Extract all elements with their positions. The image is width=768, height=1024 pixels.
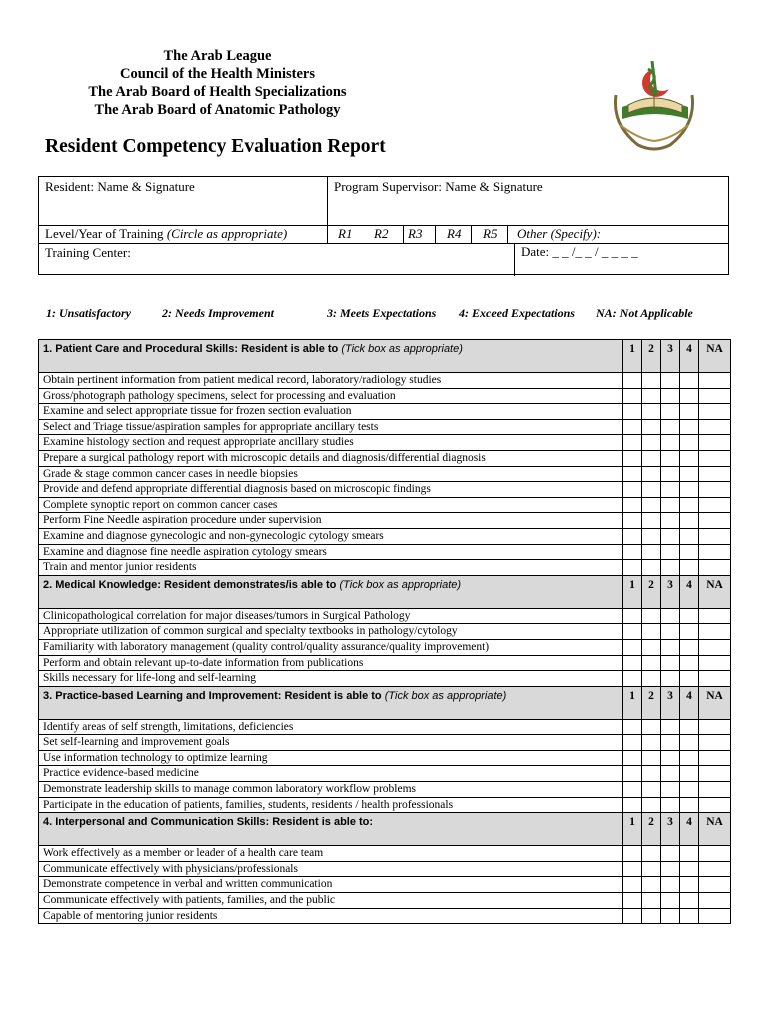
score-header-2: 2 (642, 575, 661, 608)
tick-box-2[interactable] (642, 450, 661, 466)
tick-box-1[interactable] (623, 861, 642, 877)
tick-box-1[interactable] (623, 373, 642, 389)
resident-info-box (38, 176, 729, 275)
tick-box-na[interactable] (699, 388, 731, 404)
level-year-label: Level/Year of Training (Circle as appropriate) (45, 226, 288, 241)
level-option-r5[interactable]: R5 (483, 226, 498, 241)
tick-box-na[interactable] (699, 639, 731, 655)
tick-box-2[interactable] (642, 482, 661, 498)
tick-box-1[interactable] (623, 766, 642, 782)
tick-box-4[interactable] (680, 861, 699, 877)
tick-box-na[interactable] (699, 560, 731, 576)
tick-box-na[interactable] (699, 735, 731, 751)
level-option-r3[interactable]: R3 (408, 226, 423, 241)
table-row (39, 466, 731, 482)
table-row (39, 388, 731, 404)
competency-item: Examine and diagnose fine needle aspiration cytology smears (39, 544, 623, 560)
score-header-1: 1 (623, 686, 642, 719)
tick-box-3[interactable] (661, 466, 680, 482)
section-header (39, 340, 731, 373)
score-header-3: 3 (661, 813, 680, 846)
tick-box-2[interactable] (642, 560, 661, 576)
tick-box-na[interactable] (699, 497, 731, 513)
tick-box-2[interactable] (642, 497, 661, 513)
tick-box-2[interactable] (642, 766, 661, 782)
header-line-4: The Arab Board of Anatomic Pathology (94, 102, 341, 118)
tick-box-3[interactable] (661, 435, 680, 451)
tick-box-1[interactable] (623, 497, 642, 513)
tick-box-3[interactable] (661, 893, 680, 909)
competency-item: Participate in the education of patients, families, students, residents / health professionals (39, 797, 623, 813)
competency-item: Complete synoptic report on common cancer cases (39, 497, 623, 513)
table-row (39, 482, 731, 498)
score-header-4: 4 (680, 575, 699, 608)
table-row (39, 846, 731, 862)
tick-box-na[interactable] (699, 544, 731, 560)
score-header-1: 1 (623, 340, 642, 373)
tick-box-3[interactable] (661, 750, 680, 766)
score-header-3: 3 (661, 686, 680, 719)
tick-box-1[interactable] (623, 450, 642, 466)
section-title-text: 1. Patient Care and Procedural Skills: Resident is able to (43, 343, 339, 355)
competency-item: Work effectively as a member or leader of a health care team (39, 846, 623, 862)
tick-box-3[interactable] (661, 388, 680, 404)
competency-table (38, 339, 731, 924)
tick-box-3[interactable] (661, 719, 680, 735)
tick-box-3[interactable] (661, 419, 680, 435)
tick-box-4[interactable] (680, 908, 699, 924)
section-header (39, 575, 731, 608)
table-row (39, 544, 731, 560)
tick-box-2[interactable] (642, 893, 661, 909)
table-row (39, 766, 731, 782)
tick-box-na[interactable] (699, 846, 731, 862)
tick-box-3[interactable] (661, 846, 680, 862)
tick-box-3[interactable] (661, 404, 680, 420)
tick-box-2[interactable] (642, 797, 661, 813)
tick-box-4[interactable] (680, 846, 699, 862)
tick-box-1[interactable] (623, 719, 642, 735)
competency-item: Demonstrate leadership skills to manage common laboratory workflow problems (39, 782, 623, 798)
tick-box-na[interactable] (699, 466, 731, 482)
tick-box-na[interactable] (699, 750, 731, 766)
tick-box-na[interactable] (699, 782, 731, 798)
tick-box-4[interactable] (680, 513, 699, 529)
tick-box-na[interactable] (699, 908, 731, 924)
tick-box-2[interactable] (642, 404, 661, 420)
tick-box-2[interactable] (642, 466, 661, 482)
competency-item: Gross/photograph pathology specimens, select for processing and evaluation (39, 388, 623, 404)
tick-box-4[interactable] (680, 719, 699, 735)
tick-box-1[interactable] (623, 735, 642, 751)
competency-item: Grade & stage common cancer cases in needle biopsies (39, 466, 623, 482)
table-row (39, 608, 731, 624)
tick-box-1[interactable] (623, 419, 642, 435)
tick-box-1[interactable] (623, 435, 642, 451)
tick-box-3[interactable] (661, 624, 680, 640)
tick-box-4[interactable] (680, 528, 699, 544)
tick-box-3[interactable] (661, 373, 680, 389)
tick-box-1[interactable] (623, 528, 642, 544)
tick-box-na[interactable] (699, 450, 731, 466)
tick-box-1[interactable] (623, 877, 642, 893)
tick-box-1[interactable] (623, 655, 642, 671)
table-row (39, 639, 731, 655)
tick-box-3[interactable] (661, 608, 680, 624)
tick-box-na[interactable] (699, 435, 731, 451)
competency-item: Capable of mentoring junior residents (39, 908, 623, 924)
tick-box-3[interactable] (661, 560, 680, 576)
training-center-field[interactable]: Training Center: (45, 245, 131, 260)
tick-box-4[interactable] (680, 639, 699, 655)
table-row (39, 560, 731, 576)
tick-box-2[interactable] (642, 528, 661, 544)
tick-box-2[interactable] (642, 373, 661, 389)
scale-na: NA: Not Applicable (596, 306, 693, 320)
tick-box-3[interactable] (661, 766, 680, 782)
tick-box-na[interactable] (699, 719, 731, 735)
table-row (39, 655, 731, 671)
tick-box-4[interactable] (680, 435, 699, 451)
score-header-na: NA (699, 813, 731, 846)
tick-box-4[interactable] (680, 624, 699, 640)
tick-box-1[interactable] (623, 388, 642, 404)
tick-box-4[interactable] (680, 419, 699, 435)
tick-box-4[interactable] (680, 560, 699, 576)
table-row (39, 908, 731, 924)
table-row (39, 528, 731, 544)
tick-box-3[interactable] (661, 528, 680, 544)
tick-box-4[interactable] (680, 782, 699, 798)
competency-item: Examine histology section and request appropriate ancillary studies (39, 435, 623, 451)
tick-box-3[interactable] (661, 639, 680, 655)
score-header-4: 4 (680, 340, 699, 373)
competency-item: Perform Fine Needle aspiration procedure under supervision (39, 513, 623, 529)
competency-item: Use information technology to optimize learning (39, 750, 623, 766)
section-header (39, 686, 731, 719)
tick-box-1[interactable] (623, 797, 642, 813)
competency-item: Identify areas of self strength, limitations, deficiencies (39, 719, 623, 735)
tick-box-3[interactable] (661, 861, 680, 877)
tick-box-3[interactable] (661, 544, 680, 560)
tick-box-na[interactable] (699, 482, 731, 498)
competency-item: Demonstrate competence in verbal and written communication (39, 877, 623, 893)
table-row (39, 719, 731, 735)
tick-box-3[interactable] (661, 513, 680, 529)
tick-box-na[interactable] (699, 373, 731, 389)
tick-box-na[interactable] (699, 655, 731, 671)
table-row (39, 419, 731, 435)
tick-box-3[interactable] (661, 482, 680, 498)
section-title (39, 575, 623, 608)
section-hint: (Tick box as appropriate) (384, 689, 507, 702)
tick-box-4[interactable] (680, 373, 699, 389)
table-row (39, 373, 731, 389)
competency-item: Communicate effectively with patients, families, and the public (39, 893, 623, 909)
tick-box-2[interactable] (642, 671, 661, 687)
tick-box-4[interactable] (680, 450, 699, 466)
scale-2: 2: Needs Improvement (162, 306, 274, 320)
tick-box-4[interactable] (680, 404, 699, 420)
tick-box-2[interactable] (642, 419, 661, 435)
scale-3: 3: Meets Expectations (327, 306, 437, 320)
tick-box-4[interactable] (680, 482, 699, 498)
competency-item: Examine and diagnose gynecologic and non-gynecologic cytology smears (39, 528, 623, 544)
tick-box-1[interactable] (623, 482, 642, 498)
tick-box-4[interactable] (680, 750, 699, 766)
tick-box-1[interactable] (623, 782, 642, 798)
tick-box-na[interactable] (699, 404, 731, 420)
tick-box-2[interactable] (642, 750, 661, 766)
competency-item: Prepare a surgical pathology report with microscopic details and diagnosis/differential diagnosis (39, 450, 623, 466)
tick-box-1[interactable] (623, 624, 642, 640)
tick-box-2[interactable] (642, 846, 661, 862)
competency-item: Obtain pertinent information from patient medical record, laboratory/radiology studies (39, 373, 623, 389)
level-option-r4[interactable]: R4 (447, 226, 462, 241)
competency-item: Communicate effectively with physicians/professionals (39, 861, 623, 877)
score-header-na: NA (699, 575, 731, 608)
tick-box-4[interactable] (680, 388, 699, 404)
organization-header (60, 47, 375, 119)
tick-box-4[interactable] (680, 671, 699, 687)
table-row (39, 624, 731, 640)
tick-box-1[interactable] (623, 544, 642, 560)
tick-box-3[interactable] (661, 877, 680, 893)
tick-box-4[interactable] (680, 544, 699, 560)
tick-box-3[interactable] (661, 797, 680, 813)
competency-item: Skills necessary for life-long and self-learning (39, 671, 623, 687)
score-header-1: 1 (623, 813, 642, 846)
tick-box-3[interactable] (661, 497, 680, 513)
table-row (39, 671, 731, 687)
table-row (39, 497, 731, 513)
score-header-2: 2 (642, 686, 661, 719)
tick-box-4[interactable] (680, 893, 699, 909)
tick-box-1[interactable] (623, 671, 642, 687)
tick-box-3[interactable] (661, 450, 680, 466)
competency-item: Examine and select appropriate tissue for frozen section evaluation (39, 404, 623, 420)
header-line-1: The Arab League (163, 48, 272, 64)
tick-box-4[interactable] (680, 608, 699, 624)
table-row (39, 450, 731, 466)
table-row (39, 861, 731, 877)
tick-box-3[interactable] (661, 782, 680, 798)
tick-box-1[interactable] (623, 466, 642, 482)
table-row (39, 877, 731, 893)
arab-board-logo (608, 55, 700, 155)
tick-box-2[interactable] (642, 655, 661, 671)
tick-box-2[interactable] (642, 544, 661, 560)
competency-item: Clinicopathological correlation for major diseases/tumors in Surgical Pathology (39, 608, 623, 624)
tick-box-1[interactable] (623, 750, 642, 766)
competency-item: Appropriate utilization of common surgical and specialty textbooks in pathology/cytology (39, 624, 623, 640)
competency-item: Familiarity with laboratory management (quality control/quality assurance/quality improvement) (39, 639, 623, 655)
tick-box-3[interactable] (661, 735, 680, 751)
table-row (39, 797, 731, 813)
resident-name-signature-field[interactable]: Resident: Name & Signature (45, 179, 195, 194)
tick-box-1[interactable] (623, 893, 642, 909)
tick-box-2[interactable] (642, 735, 661, 751)
header-line-2: Council of the Health Ministers (120, 66, 315, 82)
competency-item: Perform and obtain relevant up-to-date information from publications (39, 655, 623, 671)
score-header-na: NA (699, 340, 731, 373)
score-header-3: 3 (661, 575, 680, 608)
tick-box-1[interactable] (623, 639, 642, 655)
tick-box-2[interactable] (642, 388, 661, 404)
section-title-text: 3. Practice-based Learning and Improvement: Resident is able to (43, 689, 382, 702)
tick-box-2[interactable] (642, 639, 661, 655)
tick-box-2[interactable] (642, 877, 661, 893)
tick-box-na[interactable] (699, 419, 731, 435)
tick-box-2[interactable] (642, 513, 661, 529)
table-row (39, 435, 731, 451)
level-option-r2[interactable]: R2 (374, 226, 389, 241)
tick-box-2[interactable] (642, 624, 661, 640)
tick-box-na[interactable] (699, 528, 731, 544)
section-title (39, 813, 623, 846)
tick-box-na[interactable] (699, 513, 731, 529)
tick-box-3[interactable] (661, 655, 680, 671)
section-header (39, 813, 731, 846)
program-supervisor-field[interactable]: Program Supervisor: Name & Signature (334, 179, 543, 194)
header-line-3: The Arab Board of Health Specializations (88, 84, 347, 100)
table-row (39, 404, 731, 420)
tick-box-4[interactable] (680, 466, 699, 482)
tick-box-3[interactable] (661, 908, 680, 924)
score-header-1: 1 (623, 575, 642, 608)
tick-box-1[interactable] (623, 513, 642, 529)
tick-box-4[interactable] (680, 766, 699, 782)
competency-item: Select and Triage tissue/aspiration samples for appropriate ancillary tests (39, 419, 623, 435)
tick-box-4[interactable] (680, 735, 699, 751)
tick-box-2[interactable] (642, 719, 661, 735)
section-hint: (Tick box as appropriate) (341, 343, 463, 355)
competency-item: Provide and defend appropriate differential diagnosis based on microscopic findings (39, 482, 623, 498)
tick-box-2[interactable] (642, 435, 661, 451)
table-row (39, 735, 731, 751)
tick-box-4[interactable] (680, 655, 699, 671)
competency-item: Practice evidence-based medicine (39, 766, 623, 782)
score-header-2: 2 (642, 340, 661, 373)
section-title-text: 2. Medical Knowledge: Resident demonstrates/is able to (43, 578, 337, 591)
tick-box-1[interactable] (623, 908, 642, 924)
tick-box-na[interactable] (699, 608, 731, 624)
table-row (39, 513, 731, 529)
section-title (39, 340, 623, 373)
level-option-other[interactable]: Other (Specify): (517, 226, 602, 241)
section-title-text: 4. Interpersonal and Communication Skills: Resident is able to: (43, 816, 374, 829)
table-row (39, 893, 731, 909)
tick-box-na[interactable] (699, 671, 731, 687)
tick-box-1[interactable] (623, 560, 642, 576)
tick-box-4[interactable] (680, 877, 699, 893)
score-header-na: NA (699, 686, 731, 719)
section-hint: (Tick box as appropriate) (339, 578, 462, 591)
score-header-4: 4 (680, 813, 699, 846)
table-row (39, 750, 731, 766)
tick-box-na[interactable] (699, 797, 731, 813)
tick-box-na[interactable] (699, 766, 731, 782)
tick-box-1[interactable] (623, 846, 642, 862)
score-header-3: 3 (661, 340, 680, 373)
competency-item: Set self-learning and improvement goals (39, 735, 623, 751)
tick-box-2[interactable] (642, 908, 661, 924)
table-row (39, 782, 731, 798)
tick-box-1[interactable] (623, 404, 642, 420)
tick-box-2[interactable] (642, 861, 661, 877)
score-header-2: 2 (642, 813, 661, 846)
tick-box-2[interactable] (642, 782, 661, 798)
score-header-4: 4 (680, 686, 699, 719)
tick-box-4[interactable] (680, 497, 699, 513)
tick-box-2[interactable] (642, 608, 661, 624)
scale-1: 1: Unsatisfactory (46, 306, 131, 320)
section-title (39, 686, 623, 719)
tick-box-na[interactable] (699, 624, 731, 640)
scale-4: 4: Exceed Expectations (459, 306, 575, 320)
tick-box-na[interactable] (699, 861, 731, 877)
date-field[interactable]: Date: _ _ /_ _ / _ _ _ _ (521, 244, 638, 259)
tick-box-na[interactable] (699, 893, 731, 909)
level-option-r1[interactable]: R1 (338, 226, 353, 241)
tick-box-na[interactable] (699, 877, 731, 893)
tick-box-1[interactable] (623, 608, 642, 624)
competency-item: Train and mentor junior residents (39, 560, 623, 576)
tick-box-4[interactable] (680, 797, 699, 813)
report-title: Resident Competency Evaluation Report (45, 136, 386, 157)
tick-box-3[interactable] (661, 671, 680, 687)
